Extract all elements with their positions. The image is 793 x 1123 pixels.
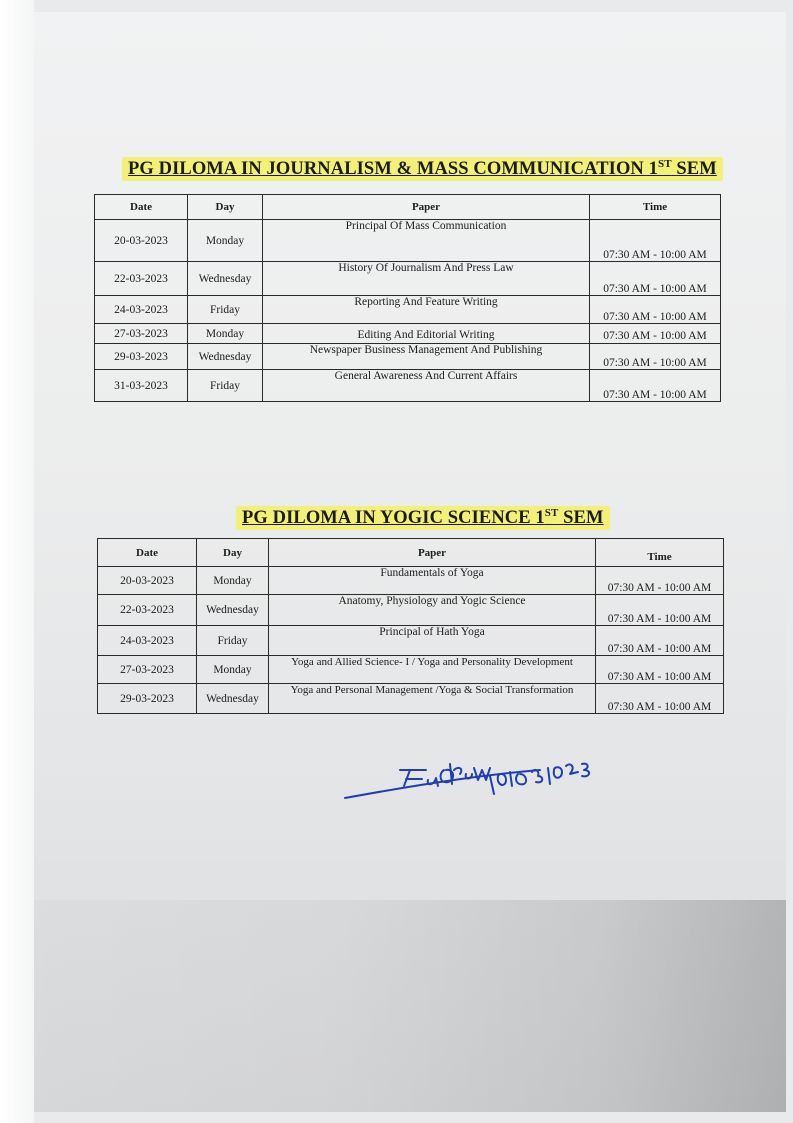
table-row — [98, 595, 724, 626]
exam-paper: Principal Of Mass Communication — [263, 220, 590, 262]
exam-time: 07:30 AM - 10:00 AM — [590, 262, 721, 296]
exam-day: Monday — [197, 656, 269, 684]
exam-paper: Editing And Editorial Writing — [263, 324, 590, 344]
exam-paper: Fundamentals of Yoga — [269, 567, 596, 595]
exam-date: 22-03-2023 — [95, 262, 188, 296]
exam-time: 07:30 AM - 10:00 AM — [590, 220, 721, 262]
exam-paper: History Of Journalism And Press Law — [263, 262, 590, 296]
exam-day: Monday — [188, 324, 263, 344]
exam-time: 07:30 AM - 10:00 AM — [590, 296, 721, 324]
exam-time: 07:30 AM - 10:00 AM — [596, 595, 724, 626]
signature-drawing — [340, 740, 610, 810]
scan-shadow — [34, 900, 786, 1112]
exam-day: Monday — [188, 220, 263, 262]
exam-time: 07:30 AM - 10:00 AM — [590, 370, 721, 402]
exam-time: 07:30 AM - 10:00 AM — [590, 344, 721, 370]
exam-day: Friday — [188, 296, 263, 324]
exam-day: Wednesday — [188, 262, 263, 296]
exam-day: Wednesday — [197, 684, 269, 714]
exam-date: 24-03-2023 — [95, 296, 188, 324]
exam-paper: Newspaper Business Management And Publishing — [263, 344, 590, 370]
exam-date: 20-03-2023 — [98, 567, 197, 595]
yogic-section-title: PG DILOMA IN YOGIC SCIENCE 1ST SEM — [236, 507, 610, 529]
table-row — [95, 370, 721, 402]
exam-paper: Reporting And Feature Writing — [263, 296, 590, 324]
column-header-date: Date — [95, 195, 188, 220]
table-row — [95, 262, 721, 296]
exam-day: Friday — [197, 626, 269, 656]
exam-paper: Principal of Hath Yoga — [269, 626, 596, 656]
exam-date: 27-03-2023 — [95, 324, 188, 344]
table-header-row — [98, 539, 724, 567]
exam-date: 24-03-2023 — [98, 626, 197, 656]
table-row — [98, 626, 724, 656]
column-header-time: Time — [596, 539, 724, 567]
exam-date: 29-03-2023 — [95, 344, 188, 370]
column-header-paper: Paper — [269, 539, 596, 567]
exam-time: 07:30 AM - 10:00 AM — [596, 567, 724, 595]
exam-paper: Anatomy, Physiology and Yogic Science — [269, 595, 596, 626]
exam-day: Wednesday — [197, 595, 269, 626]
exam-time: 07:30 AM - 10:00 AM — [590, 324, 721, 344]
table-row — [98, 656, 724, 684]
table-header-row — [95, 195, 721, 220]
table-row — [95, 296, 721, 324]
table-row — [95, 220, 721, 262]
exam-date: 20-03-2023 — [95, 220, 188, 262]
exam-date: 27-03-2023 — [98, 656, 197, 684]
scan-left-margin — [0, 0, 34, 1123]
yogic-exam-table — [97, 538, 724, 714]
exam-date: 29-03-2023 — [98, 684, 197, 714]
exam-time: 07:30 AM - 10:00 AM — [596, 626, 724, 656]
exam-day: Wednesday — [188, 344, 263, 370]
exam-paper: General Awareness And Current Affairs — [263, 370, 590, 402]
table-row — [95, 324, 721, 344]
exam-date: 22-03-2023 — [98, 595, 197, 626]
exam-paper: Yoga and Allied Science- I / Yoga and Personality Development — [269, 656, 596, 684]
exam-time: 07:30 AM - 10:00 AM — [596, 684, 724, 714]
journalism-section-title: PG DILOMA IN JOURNALISM & MASS COMMUNICATION 1ST SEM — [122, 158, 723, 180]
exam-day: Friday — [188, 370, 263, 402]
column-header-time: Time — [590, 195, 721, 220]
table-row — [95, 344, 721, 370]
journalism-exam-table — [94, 194, 721, 402]
exam-paper: Yoga and Personal Management /Yoga & Social Transformation — [269, 684, 596, 714]
exam-day: Monday — [197, 567, 269, 595]
column-header-paper: Paper — [263, 195, 590, 220]
table-row — [98, 684, 724, 714]
exam-date: 31-03-2023 — [95, 370, 188, 402]
exam-time: 07:30 AM - 10:00 AM — [596, 656, 724, 684]
column-header-day: Day — [188, 195, 263, 220]
column-header-day: Day — [197, 539, 269, 567]
table-row — [98, 567, 724, 595]
column-header-date: Date — [98, 539, 197, 567]
